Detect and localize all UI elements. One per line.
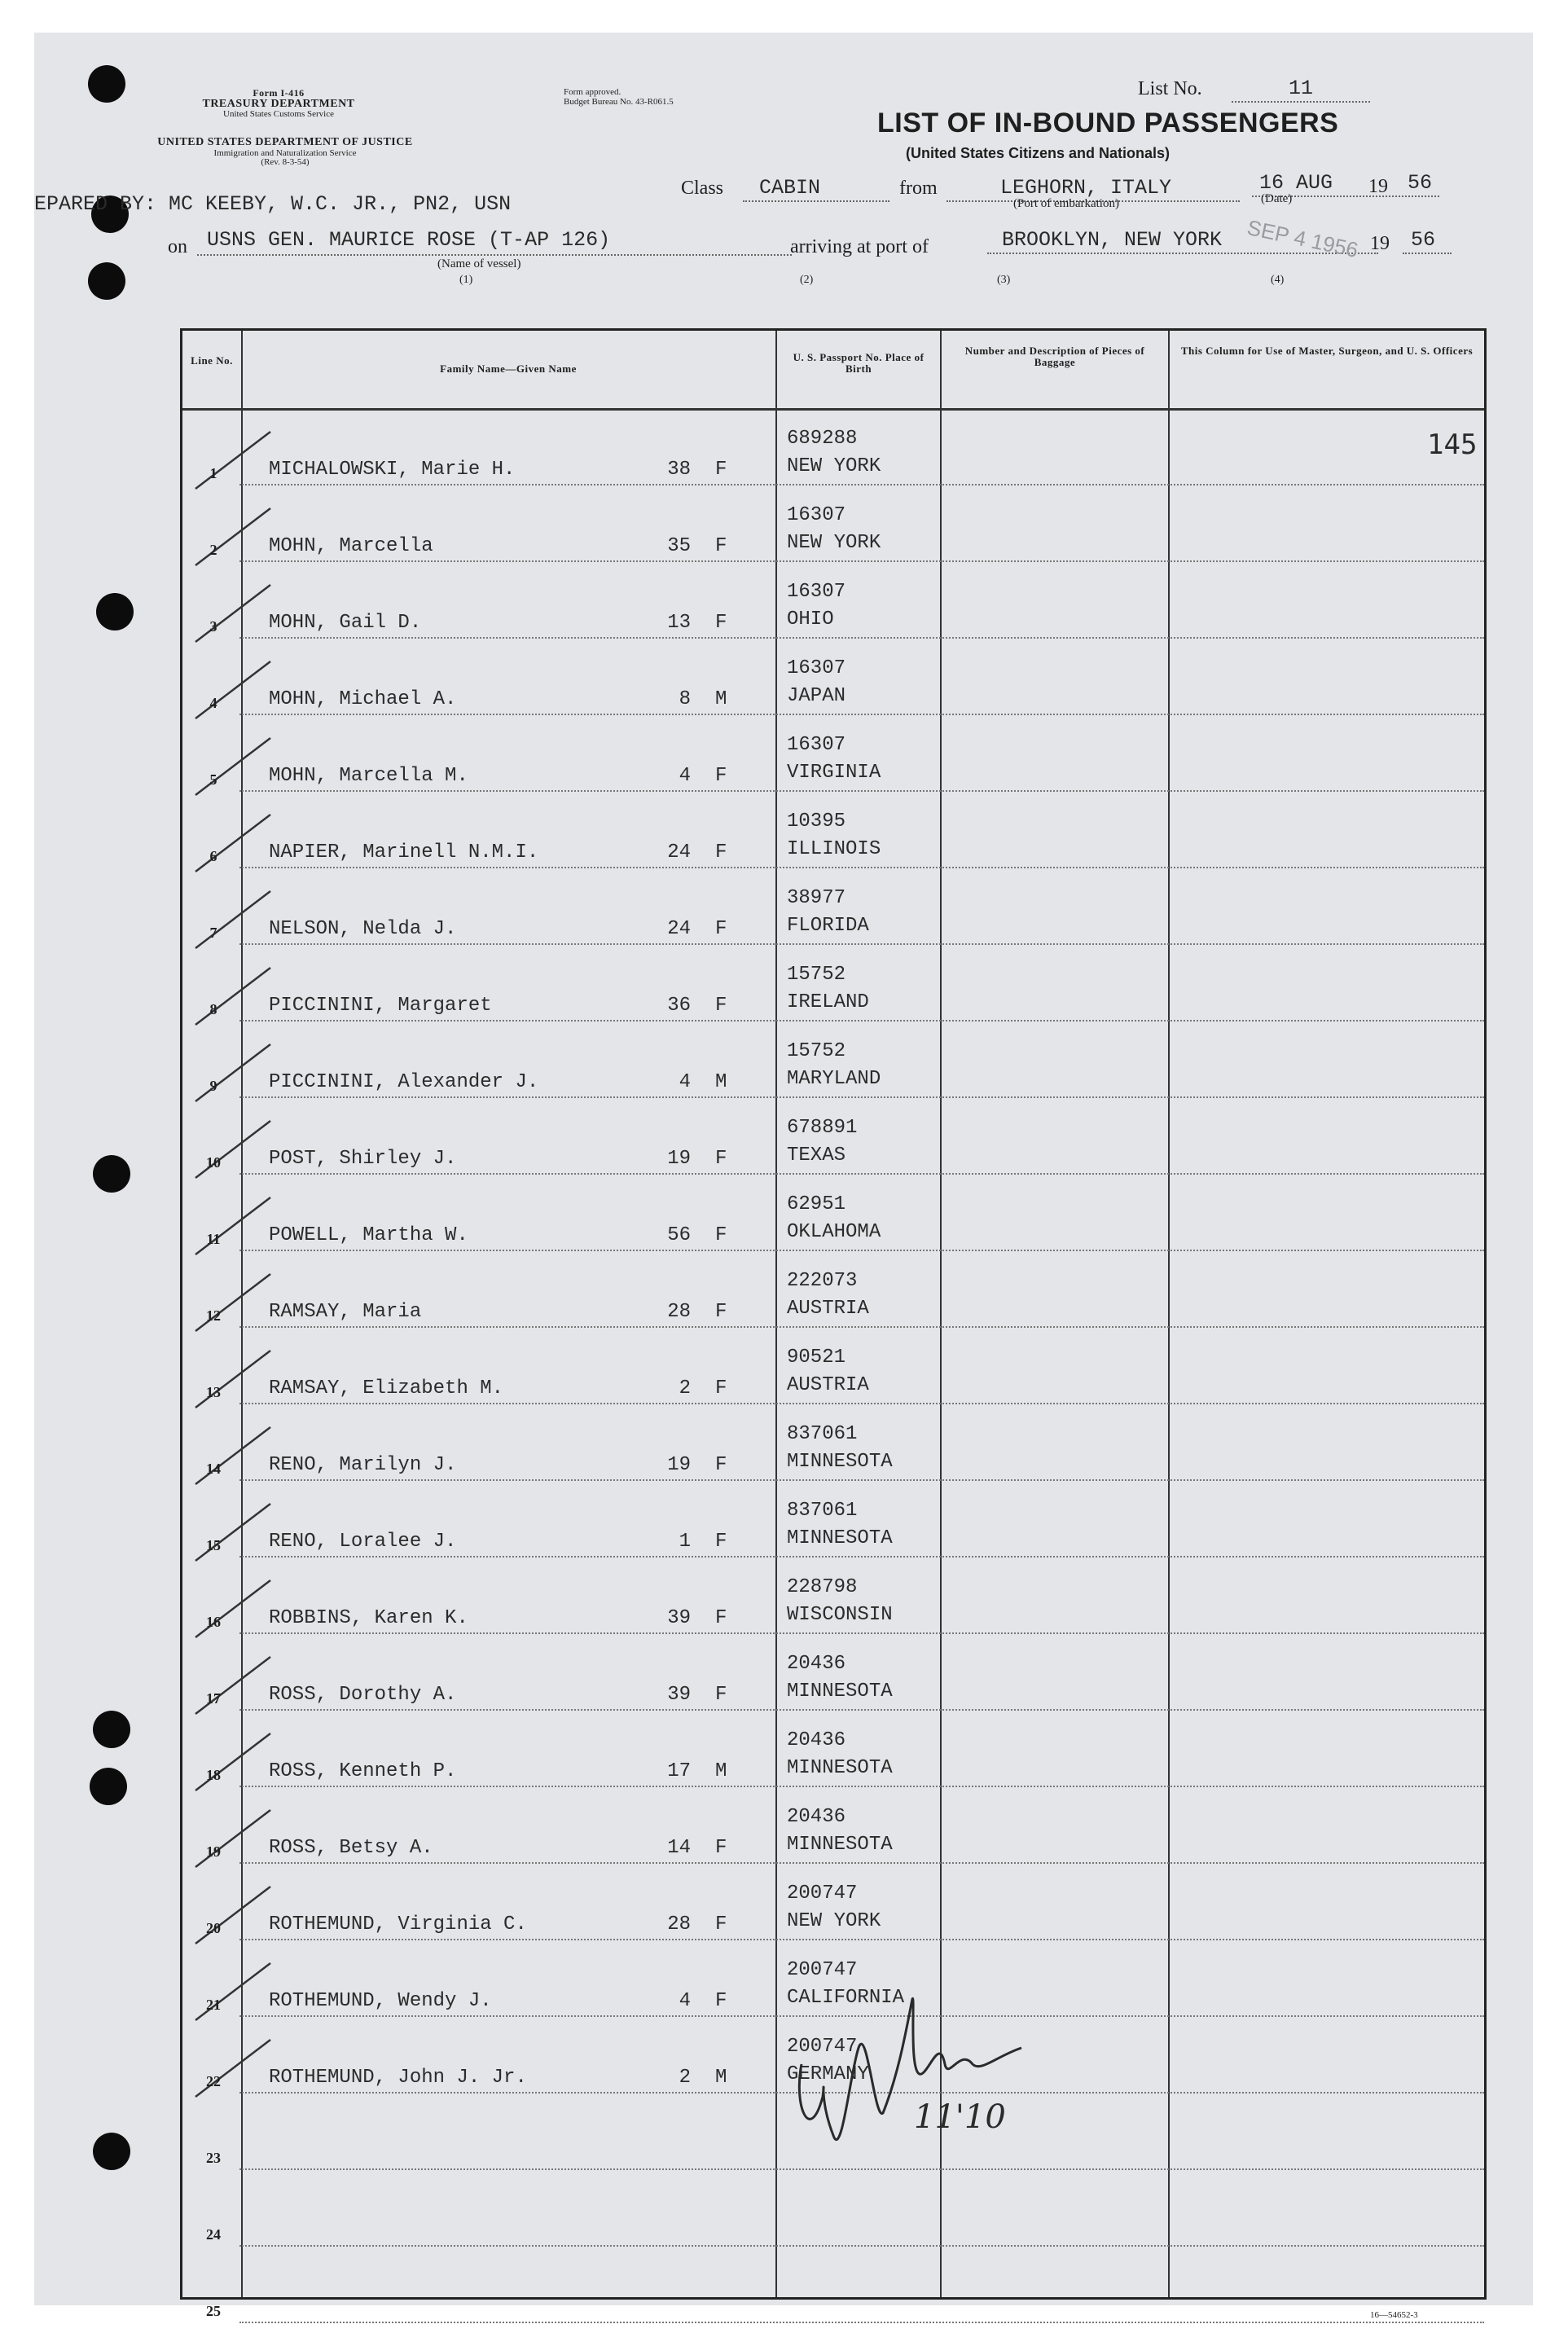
place-of-birth: ILLINOIS	[787, 838, 881, 860]
passport-number: 90521	[787, 1347, 846, 1369]
place-of-birth: FLORIDA	[787, 915, 869, 937]
approval-note	[564, 88, 759, 107]
header-baggage: Number and Description of Pieces of Baggage	[964, 345, 1145, 369]
passenger-sex: F	[715, 841, 727, 863]
table-row	[182, 1787, 1484, 1864]
passport-number: 15752	[787, 1040, 846, 1062]
passenger-name: NAPIER, Marinell N.M.I.	[269, 841, 539, 863]
table-row	[182, 562, 1484, 639]
line-number: 14	[206, 1461, 221, 1477]
passenger-name: MOHN, Michael A.	[269, 688, 457, 710]
place-of-birth: AUSTRIA	[787, 1374, 869, 1396]
place-of-birth: TEXAS	[787, 1145, 846, 1166]
table-row	[182, 1404, 1484, 1481]
passenger-name: MOHN, Marcella M.	[269, 765, 468, 787]
passport-number: 200747	[787, 1883, 858, 1905]
passenger-name: PICCININI, Margaret	[269, 995, 492, 1017]
table-row	[182, 715, 1484, 792]
passport-number: 62951	[787, 1193, 846, 1215]
passenger-name: PICCININI, Alexander J.	[269, 1071, 539, 1093]
passenger-age: 24	[667, 841, 691, 863]
passport-number: 200747	[787, 2036, 858, 2058]
line-number: 1	[209, 465, 217, 481]
passport-number: 16307	[787, 581, 846, 603]
justice-label: UNITED STATES DEPARTMENT OF JUSTICE	[157, 136, 413, 148]
port-of-arrival: BROOKLYN, NEW YORK	[1002, 228, 1223, 252]
place-of-birth: CALIFORNIA	[787, 1987, 905, 2009]
place-of-birth: OKLAHOMA	[787, 1221, 881, 1243]
class-value: CABIN	[759, 176, 821, 200]
passenger-name: ROSS, Kenneth P.	[269, 1760, 457, 1782]
passenger-sex: F	[715, 1990, 727, 2012]
binder-hole	[90, 1768, 127, 1805]
vessel-caption: (Name of vessel)	[437, 257, 521, 270]
place-of-birth: MARYLAND	[787, 1068, 881, 1090]
table-row	[182, 1251, 1484, 1328]
place-of-birth: IRELAND	[787, 991, 869, 1013]
passenger-name: ROTHEMUND, Wendy J.	[269, 1990, 492, 2012]
passenger-name: ROBBINS, Karen K.	[269, 1607, 468, 1629]
received-stamp: SEP 4 1956	[1245, 214, 1361, 263]
line-number: 11	[206, 1231, 221, 1247]
passport-number: 38977	[787, 887, 846, 909]
list-no-value: 11	[1289, 77, 1314, 100]
passenger-sex: M	[715, 688, 727, 710]
passenger-sex: F	[715, 535, 727, 557]
passenger-sex: F	[715, 995, 727, 1017]
passenger-name: ROSS, Dorothy A.	[269, 1684, 457, 1706]
place-of-birth: VIRGINIA	[787, 762, 881, 784]
header-line-no: Line No.	[191, 354, 233, 367]
column-number: (4)	[1271, 274, 1285, 286]
table-row	[182, 2170, 1484, 2247]
passport-number: 15752	[787, 964, 846, 986]
line-number: 25	[206, 2303, 221, 2319]
passenger-age: 39	[667, 1684, 691, 1706]
table-row	[182, 1022, 1484, 1098]
passenger-age: 4	[679, 1071, 691, 1093]
justice-header	[155, 137, 415, 168]
line-number: 18	[206, 1767, 221, 1783]
line-number: 3	[209, 618, 217, 635]
passenger-name: MOHN, Marcella	[269, 535, 433, 557]
port-of-embarkation: LEGHORN, ITALY	[1000, 176, 1172, 200]
place-of-birth: MINNESOTA	[787, 1834, 893, 1856]
line-number: 12	[206, 1307, 221, 1324]
column-number: (2)	[800, 274, 814, 286]
table-row	[182, 485, 1484, 562]
passenger-sex: F	[715, 1148, 727, 1170]
passenger-age: 4	[679, 1990, 691, 2012]
arrival-year-prefix: 19	[1370, 233, 1390, 254]
line-number: 16	[206, 1614, 221, 1630]
table-row	[182, 1175, 1484, 1251]
ins-label: Immigration and Naturalization Service	[213, 147, 357, 158]
passport-number: 20436	[787, 1729, 846, 1751]
passenger-sex: F	[715, 1377, 727, 1399]
passenger-sex: M	[715, 2067, 727, 2089]
passenger-age: 35	[667, 535, 691, 557]
passenger-name: NELSON, Nelda J.	[269, 918, 457, 940]
table-row	[182, 1634, 1484, 1711]
line-number: 22	[206, 2073, 221, 2089]
table-row	[182, 945, 1484, 1022]
place-of-birth: MINNESOTA	[787, 1451, 893, 1473]
date-year-prefix: 19	[1368, 176, 1388, 197]
table-row	[182, 1558, 1484, 1634]
line-number: 7	[209, 925, 217, 941]
signature-note: 11'10	[914, 2098, 1006, 2136]
table-row	[182, 1711, 1484, 1787]
signature-scribble	[785, 1975, 1030, 2170]
list-no-label: List No.	[1138, 78, 1202, 99]
departure-date: 16 AUG	[1259, 171, 1333, 195]
passenger-age: 19	[667, 1148, 691, 1170]
place-of-birth: NEW YORK	[787, 455, 881, 477]
prepared-by: EPARED BY: MC KEEBY, W.C. JR., PN2, USN	[34, 192, 512, 216]
date-year: 56	[1408, 171, 1433, 195]
passenger-sex: F	[715, 1531, 727, 1553]
passenger-sex: F	[715, 1684, 727, 1706]
passenger-name: ROSS, Betsy A.	[269, 1837, 433, 1859]
port-of-embarkation-caption: (Port of embarkation)	[1013, 197, 1119, 210]
passenger-age: 38	[667, 459, 691, 481]
form-number: Form I-416	[253, 87, 305, 99]
customs-label: United States Customs Service	[223, 109, 334, 120]
revision-label: (Rev. 8-3-54)	[261, 157, 310, 168]
binder-hole	[93, 1155, 130, 1193]
line-number: 5	[209, 771, 217, 788]
binder-hole	[93, 1711, 130, 1748]
passport-number: 20436	[787, 1806, 846, 1828]
line-number: 20	[206, 1920, 221, 1936]
date-caption: (Date)	[1261, 192, 1293, 205]
table-row	[182, 2247, 1484, 2323]
place-of-birth: MINNESOTA	[787, 1757, 893, 1779]
passenger-sex: M	[715, 1760, 727, 1782]
binder-hole	[96, 593, 134, 630]
passenger-name: RAMSAY, Elizabeth M.	[269, 1377, 504, 1399]
line-number: 21	[206, 1997, 221, 2013]
table-row	[182, 1328, 1484, 1404]
passenger-sex: F	[715, 1913, 727, 1935]
passenger-sex: F	[715, 1837, 727, 1859]
passenger-name: RAMSAY, Maria	[269, 1301, 422, 1323]
arrival-year: 56	[1411, 228, 1436, 252]
budget-label: Budget Bureau No. 43-R061.5	[564, 96, 674, 107]
passport-number: 837061	[787, 1423, 858, 1445]
passport-number: 16307	[787, 657, 846, 679]
passport-number: 200747	[787, 1959, 858, 1981]
passenger-name: MOHN, Gail D.	[269, 612, 422, 634]
place-of-birth: GERMANY	[787, 2063, 869, 2085]
passenger-age: 28	[667, 1301, 691, 1323]
line-number: 8	[209, 1001, 217, 1017]
passenger-age: 8	[679, 688, 691, 710]
passenger-sex: F	[715, 1607, 727, 1629]
place-of-birth: AUSTRIA	[787, 1298, 869, 1320]
place-of-birth: MINNESOTA	[787, 1681, 893, 1703]
passenger-age: 2	[679, 1377, 691, 1399]
place-of-birth: NEW YORK	[787, 1910, 881, 1932]
passenger-age: 28	[667, 1913, 691, 1935]
table-row	[182, 1481, 1484, 1558]
row-rule	[239, 2322, 1484, 2323]
officer-note: 145	[1427, 428, 1478, 461]
passenger-age: 17	[667, 1760, 691, 1782]
table-row	[182, 1098, 1484, 1175]
passenger-name: RENO, Loralee J.	[269, 1531, 457, 1553]
passenger-name: MICHALOWSKI, Marie H.	[269, 459, 516, 481]
passenger-age: 4	[679, 765, 691, 787]
passenger-name: POWELL, Martha W.	[269, 1224, 468, 1246]
manifest-sheet	[34, 33, 1533, 2320]
passenger-age: 14	[667, 1837, 691, 1859]
passenger-name: ROTHEMUND, John J. Jr.	[269, 2067, 527, 2089]
passenger-sex: F	[715, 612, 727, 634]
passenger-sex: F	[715, 1301, 727, 1323]
passenger-name: POST, Shirley J.	[269, 1148, 457, 1170]
class-label: Class	[681, 178, 724, 199]
table-row	[182, 409, 1484, 485]
line-number: 10	[206, 1154, 221, 1171]
passport-number: 222073	[787, 1270, 858, 1292]
passenger-name: ROTHEMUND, Virginia C.	[269, 1913, 527, 1935]
passport-number: 16307	[787, 734, 846, 756]
passport-number: 16307	[787, 504, 846, 526]
table-row	[182, 792, 1484, 868]
passenger-age: 19	[667, 1454, 691, 1476]
line-number: 4	[209, 695, 217, 711]
passenger-sex: F	[715, 1454, 727, 1476]
line-number: 2	[209, 542, 217, 558]
place-of-birth: JAPAN	[787, 685, 846, 707]
place-of-birth: OHIO	[787, 609, 834, 630]
passport-number: 20436	[787, 1653, 846, 1675]
place-of-birth: NEW YORK	[787, 532, 881, 554]
treasury-label: TREASURY DEPARTMENT	[202, 97, 355, 110]
on-label: on	[168, 236, 187, 257]
line-number: 19	[206, 1843, 221, 1860]
passenger-age: 24	[667, 918, 691, 940]
table-row	[182, 1864, 1484, 1940]
approved-label: Form approved.	[564, 87, 621, 97]
passenger-age: 2	[679, 2067, 691, 2089]
form-header	[156, 88, 401, 120]
form-footer-code: 16—54652-3	[1370, 2310, 1418, 2320]
line-number: 23	[206, 2150, 221, 2166]
header-name: Family Name—Given Name	[440, 362, 577, 375]
passport-number: 837061	[787, 1500, 858, 1522]
place-of-birth: WISCONSIN	[787, 1604, 893, 1626]
from-label: from	[899, 178, 938, 199]
page-subtitle: (United States Citizens and Nationals)	[906, 145, 1171, 161]
page-title: LIST OF IN-BOUND PASSENGERS	[877, 108, 1339, 138]
passenger-age: 56	[667, 1224, 691, 1246]
passenger-sex: F	[715, 765, 727, 787]
table-row	[182, 639, 1484, 715]
vessel-name: USNS GEN. MAURICE ROSE (T-AP 126)	[207, 228, 611, 252]
place-of-birth: MINNESOTA	[787, 1527, 893, 1549]
passenger-age: 36	[667, 995, 691, 1017]
passport-number: 10395	[787, 811, 846, 833]
passport-number: 689288	[787, 428, 858, 450]
line-number: 17	[206, 1690, 221, 1707]
passport-number: 228798	[787, 1576, 858, 1598]
passenger-sex: F	[715, 1224, 727, 1246]
line-number: 9	[209, 1078, 217, 1094]
column-number: (3)	[997, 274, 1011, 286]
binder-hole	[88, 65, 125, 103]
passenger-age: 39	[667, 1607, 691, 1629]
column-number: (1)	[459, 274, 473, 286]
header-officers: This Column for Use of Master, Surgeon, and U. S. Officers	[1180, 345, 1474, 357]
passport-number: 678891	[787, 1117, 858, 1139]
line-number: 24	[206, 2226, 221, 2243]
binder-hole	[93, 2133, 130, 2170]
passenger-sex: M	[715, 1071, 727, 1093]
passenger-name: RENO, Marilyn J.	[269, 1454, 457, 1476]
binder-hole	[88, 262, 125, 300]
line-number: 15	[206, 1537, 221, 1553]
passenger-age: 13	[667, 612, 691, 634]
arriving-label: arriving at port of	[790, 236, 929, 257]
passenger-sex: F	[715, 459, 727, 481]
passenger-age: 1	[679, 1531, 691, 1553]
line-number: 13	[206, 1384, 221, 1400]
line-number: 6	[209, 848, 217, 864]
table-row	[182, 868, 1484, 945]
header-passport: U. S. Passport No. Place of Birth	[793, 351, 925, 376]
passenger-sex: F	[715, 918, 727, 940]
